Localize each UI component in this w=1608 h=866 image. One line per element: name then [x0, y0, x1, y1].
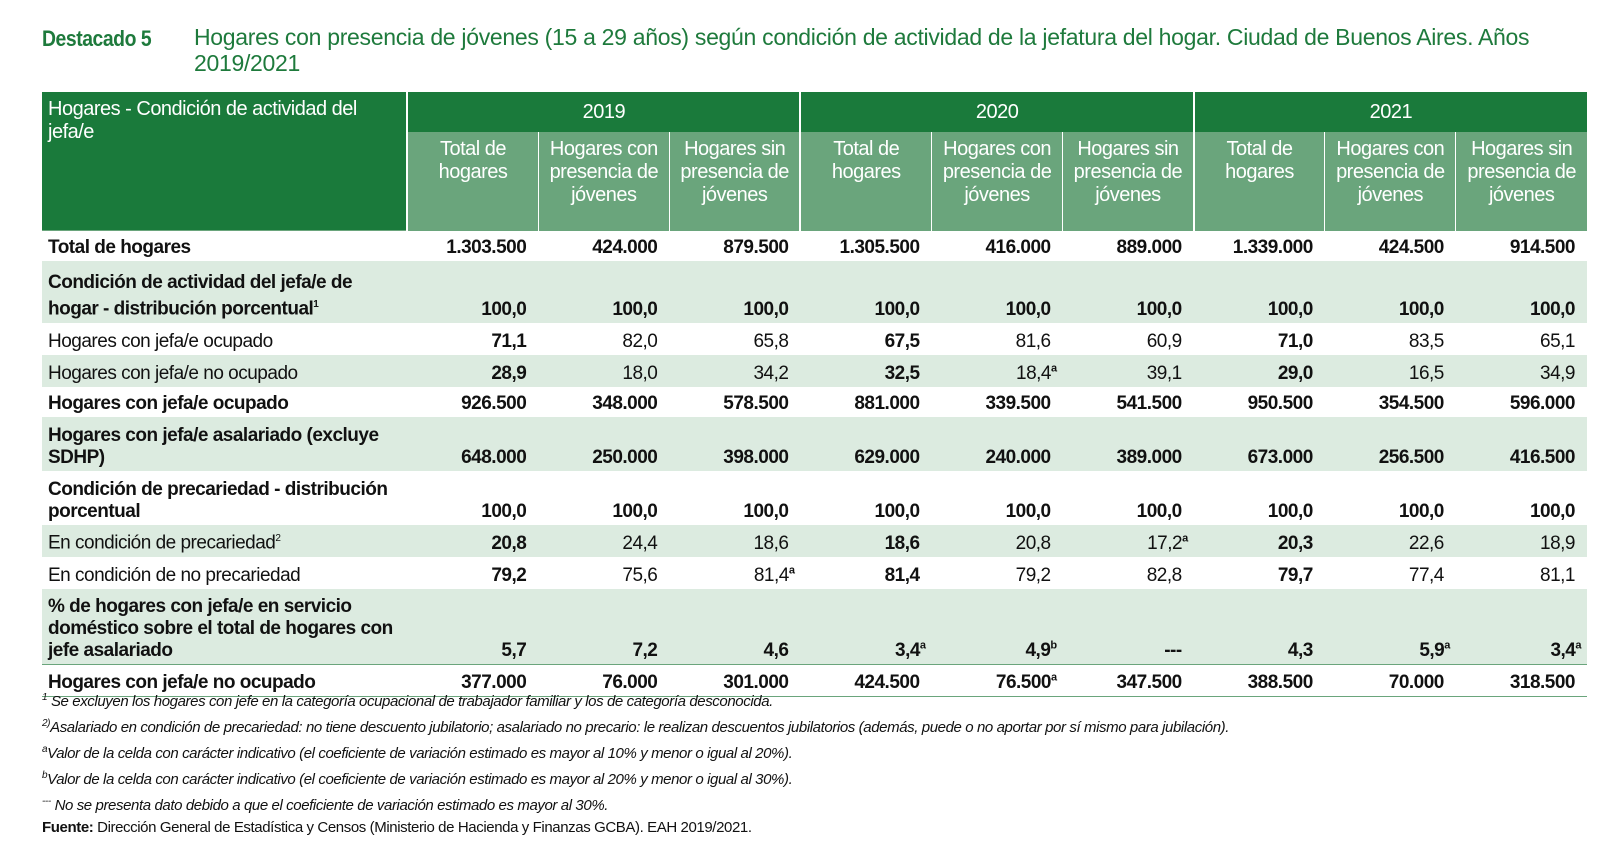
table-cell: 1.303.500: [407, 231, 538, 261]
table-cell: 29,0: [1194, 355, 1325, 387]
table-cell: 100,0: [1398, 500, 1444, 522]
table-cell: 318.500: [1456, 665, 1587, 697]
table-cell: 950.500: [1247, 392, 1313, 414]
data-table: [42, 92, 1587, 697]
table-cell: 339.500: [985, 392, 1051, 414]
quality-flag: a: [919, 639, 926, 652]
subcol-total: Total de hogares: [1194, 132, 1325, 231]
table-cell: 71,0: [1277, 330, 1313, 352]
table-cell: 100,0: [612, 500, 658, 522]
quality-flag: a: [1051, 362, 1057, 375]
row-label: Hogares con jefa/e no ocupado: [42, 355, 407, 387]
source-note: Fuente: Dirección General de Estadística y Censos (Ministerio de Hacienda y Finanzas GCBA). EAH 2019/2021.: [42, 819, 752, 836]
year-header-2019: 2019: [407, 92, 800, 132]
table-cell: 348.000: [592, 392, 658, 414]
row-label: Hogares con jefa/e ocupado: [48, 392, 289, 414]
row-label: En condición de precariedad$^2$: [42, 525, 407, 557]
table-cell: 416.000: [932, 231, 1063, 261]
table-cell: 648.000: [407, 417, 538, 471]
table-cell: 424.500: [800, 665, 931, 697]
table-cell: 914.500: [1456, 231, 1587, 261]
table-cell: 81,4$^a$: [753, 564, 795, 586]
table-cell: 65,1: [1540, 330, 1575, 352]
table-cell: 879.500: [669, 231, 800, 261]
table-cell: 18,0: [538, 355, 669, 387]
table-cell: 79,2: [1015, 564, 1051, 586]
table-cell: 60,9: [1146, 330, 1182, 352]
table-row: [42, 261, 1587, 323]
row-label: Condición de actividad del jefa/e de hogar - distribución porcentual$^1$: [42, 261, 407, 323]
row-label: Hogares con jefa/e asalariado (excluye SDHP): [42, 417, 407, 471]
footnote-ref: 2: [275, 533, 281, 545]
footnote: $^{2)}$Asalariado en condición de precariedad: no tiene descuento jubilatorio; asalariado no precario: le realizan descuentos jubilatorios (además, puede o no aportar por sí mismo para jubilación).: [42, 718, 1230, 736]
table-cell: 100,0: [1267, 500, 1313, 522]
table-cell: 889.000: [1063, 231, 1194, 261]
subcol-con-jovenes: Hogares con presencia de jóvenes: [538, 132, 669, 231]
table-cell: 1.305.500: [800, 231, 931, 261]
table-row: [42, 387, 1587, 417]
table-cell: 39,1: [1063, 355, 1194, 387]
table-cell: 76.000: [538, 665, 669, 697]
table-cell: 388.500: [1194, 665, 1325, 697]
subcol-total: Total de hogares: [407, 132, 538, 231]
table-cell: 77,4: [1408, 564, 1444, 586]
table-cell: 16,5: [1325, 355, 1456, 387]
table-cell: 5,7: [407, 589, 538, 665]
quality-flag: a: [1575, 639, 1581, 652]
table-cell: 881.000: [854, 392, 920, 414]
table-cell: 20,8: [407, 525, 538, 557]
table-cell: 32,5: [800, 355, 931, 387]
table-cell: 18,4$^a$: [932, 355, 1063, 387]
table-cell: 81,1: [1540, 564, 1575, 586]
table-cell: 3,4$^a$: [1456, 589, 1587, 665]
table-corner-header: Hogares - Condición de actividad del jefa/e: [42, 92, 407, 231]
table-cell: 416.500: [1456, 417, 1587, 471]
table-cell: 28,9: [407, 355, 538, 387]
table-cell: 5,9$^a$: [1325, 589, 1456, 665]
subcol-sin-jovenes: Hogares sin presencia de jóvenes: [669, 132, 800, 231]
table-row: [42, 355, 1587, 387]
table-cell: 250.000: [538, 417, 669, 471]
table-cell: 389.000: [1063, 417, 1194, 471]
table-cell: 673.000: [1194, 417, 1325, 471]
footnote: $^b$Valor de la celda con carácter indicativo (el coeficiente de variación estimado es mayor al 20% y menor o igual al 30%).: [42, 770, 793, 788]
table-cell: 377.000: [407, 665, 538, 697]
subcol-sin-jovenes: Hogares sin presencia de jóvenes: [1456, 132, 1587, 231]
table-cell: 7,2: [538, 589, 669, 665]
footnote-ref: 1: [313, 299, 319, 311]
table-cell: 100,0: [1005, 500, 1051, 522]
table-cell: 34,9: [1456, 355, 1587, 387]
quality-flag: b: [1050, 639, 1057, 652]
table-body: [42, 231, 1587, 697]
table-cell: 100,0: [407, 261, 538, 323]
table-cell: 1.339.000: [1194, 231, 1325, 261]
row-label: En condición de no precariedad: [48, 564, 301, 586]
table-cell: 76.500$^a$: [932, 665, 1063, 697]
table-cell: 79,7: [1277, 564, 1313, 586]
table-cell: 71,1: [491, 330, 527, 352]
table-cell: 100,0: [743, 500, 789, 522]
table-row: [42, 557, 1587, 589]
quality-flag: a: [1051, 671, 1057, 684]
table-cell: 347.500: [1063, 665, 1194, 697]
table-cell: 82,8: [1146, 564, 1182, 586]
table-cell: 4,9$^b$: [932, 589, 1063, 665]
table-cell: 79,2: [491, 564, 527, 586]
table-cell: 100,0: [481, 500, 527, 522]
table-cell: 24,4: [538, 525, 669, 557]
table-cell: 18,6: [669, 525, 800, 557]
quality-flag: a: [1444, 639, 1450, 652]
table-cell: 578.500: [723, 392, 789, 414]
table-cell: 629.000: [800, 417, 931, 471]
table-cell: 18,9: [1456, 525, 1587, 557]
table-cell: 354.500: [1378, 392, 1444, 414]
table-cell: ---: [1063, 589, 1194, 665]
table-cell: 75,6: [622, 564, 658, 586]
table-cell: 100,0: [669, 261, 800, 323]
figure-label: Destacado 5: [42, 26, 152, 51]
table-row: [42, 525, 1587, 557]
table-cell: 240.000: [932, 417, 1063, 471]
table-row: [42, 589, 1587, 665]
table-cell: 424.000: [538, 231, 669, 261]
table-cell: 100,0: [1456, 261, 1587, 323]
table-cell: 424.500: [1325, 231, 1456, 261]
footnote: $^1$ Se excluyen los hogares con jefe en la categoría ocupacional de trabajador familiar y los de categoría desconocida.: [42, 692, 773, 710]
table-row: [42, 417, 1587, 471]
quality-flag: a: [1182, 532, 1188, 545]
row-label: Total de hogares: [42, 231, 407, 261]
table-cell: 100,0: [1063, 261, 1194, 323]
table-cell: 100,0: [874, 500, 920, 522]
table-cell: 4,6: [669, 589, 800, 665]
year-header-2021: 2021: [1194, 92, 1587, 132]
table-cell: 65,8: [753, 330, 789, 352]
table-cell: 17,2$^a$: [1063, 525, 1194, 557]
table-cell: 18,6: [800, 525, 931, 557]
footnote: $^a$Valor de la celda con carácter indicativo (el coeficiente de variación estimado es mayor al 10% y menor o igual al 20%).: [42, 744, 793, 762]
table-cell: 541.500: [1116, 392, 1182, 414]
table-cell: 20,3: [1194, 525, 1325, 557]
year-header-2020: 2020: [800, 92, 1193, 132]
table-cell: 926.500: [461, 392, 527, 414]
table-cell: 100,0: [932, 261, 1063, 323]
row-label: Hogares con jefa/e ocupado: [48, 330, 273, 352]
subcol-con-jovenes: Hogares con presencia de jóvenes: [1325, 132, 1456, 231]
table-cell: 34,2: [669, 355, 800, 387]
table-cell: 82,0: [622, 330, 658, 352]
table-cell: 4,3: [1194, 589, 1325, 665]
table-cell: 100,0: [1136, 500, 1182, 522]
table-cell: 256.500: [1325, 417, 1456, 471]
table-cell: 301.000: [669, 665, 800, 697]
table-row: [42, 323, 1587, 355]
table-cell: 100,0: [1194, 261, 1325, 323]
table-row: [42, 471, 1587, 525]
table-cell: 596.000: [1509, 392, 1575, 414]
table-cell: 20,8: [932, 525, 1063, 557]
row-label: % de hogares con jefa/e en servicio doméstico sobre el total de hogares con jefe asalariado: [42, 589, 407, 665]
table-cell: 81,4: [884, 564, 920, 586]
subcol-total: Total de hogares: [800, 132, 931, 231]
table-cell: 83,5: [1408, 330, 1444, 352]
table-cell: 70.000: [1325, 665, 1456, 697]
table-cell: 100,0: [1529, 500, 1575, 522]
table-cell: 100,0: [538, 261, 669, 323]
table-cell: 3,4$^a$: [800, 589, 931, 665]
quality-flag: a: [788, 564, 795, 577]
subcol-sin-jovenes: Hogares sin presencia de jóvenes: [1063, 132, 1194, 231]
row-label: Hogares con jefa/e no ocupado: [42, 665, 407, 697]
table-cell: 22,6: [1325, 525, 1456, 557]
figure-header: [42, 24, 1587, 76]
table-cell: 67,5: [884, 330, 920, 352]
table-cell: 100,0: [800, 261, 931, 323]
figure-title: Hogares con presencia de jóvenes (15 a 29 años) según condición de actividad de la jefatura del hogar. Ciudad de Buenos Aires. Años 2019/2021: [194, 24, 1530, 76]
footnote: --- No se presenta dato debido a que el coeficiente de variación estimado es mayor al 30%.: [42, 796, 609, 814]
footnotes: [42, 687, 1587, 839]
table-cell: 398.000: [669, 417, 800, 471]
table-cell: 100,0: [1325, 261, 1456, 323]
table-row: [42, 231, 1587, 261]
table-cell: 81,6: [1015, 330, 1051, 352]
subcol-con-jovenes: Hogares con presencia de jóvenes: [932, 132, 1063, 231]
row-label: Condición de precariedad - distribución porcentual: [48, 478, 388, 522]
